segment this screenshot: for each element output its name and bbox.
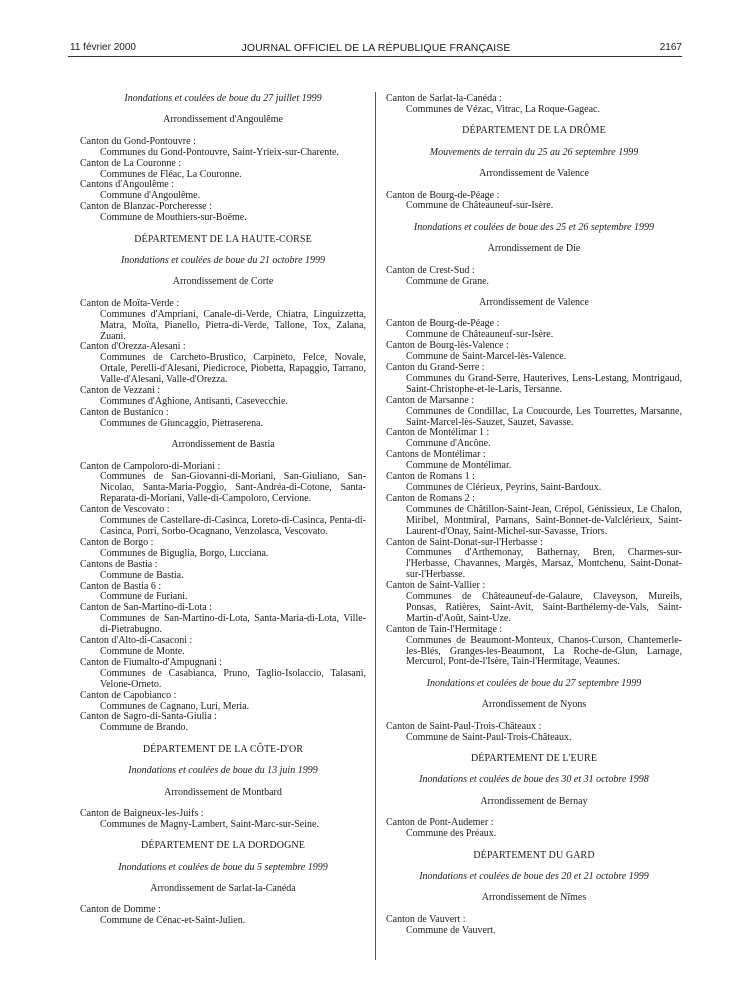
communes-list: Commune d'Ancône. [406,438,491,450]
canton-name: Canton de Montélimar 1 : [386,427,490,439]
communes-list: Commune d'Angoulême. [100,190,201,202]
communes-list: Communes de Condillac, La Coucourde, Les Tourrettes, Marsanne, Saint-Marcel-lès-Sauzet, Sauzet, Savasse. [406,405,682,428]
communes-list: Communes du Grand-Serre, Hauterives, Lens-Lestang, Montrigaud, Saint-Christophe-et-le-Laris, Tersanne. [406,372,682,395]
canton-name: Canton de Bourg-lès-Valence : [386,340,509,352]
canton-block [386,319,682,668]
left-column [80,94,366,938]
department-heading: DÉPARTEMENT DE LA DORDOGNE [141,840,305,852]
canton-name: Canton de Saint-Vallier : [386,580,486,592]
communes-list: Communes de Cagnano, Luri, Meria. [100,700,250,712]
canton-block [386,191,682,213]
event-heading: Inondations et coulées de boue du 13 juin 1999 [128,765,318,777]
canton-name: Canton de Marsanne : [386,394,475,406]
communes-list: Commune de Saint-Marcel-lès-Valence. [406,351,567,363]
communes-list: Communes d'Ampriani, Canale-di-Verde, Chiatra, Linguizzetta, Matra, Moïta, Pianello, Pietra-di-Verde, Tallone, Tox, Zalana, Zuani. [100,308,366,342]
canton-name: Canton de Capobianco : [80,689,177,701]
header-rule [68,56,682,57]
canton-name: Canton de Vescovato : [80,504,170,516]
event-heading: Inondations et coulées de boue des 20 et 21 octobre 1999 [419,870,649,882]
communes-list: Communes de San-Giovanni-di-Moriani, San-Giuliano, San-Nicolao, Santa-Maria-Poggio, Sant-Andréa-di-Cotone, Santa-Reparata-di-Moriani, Valle-di-Campoloro, Cervione. [100,471,366,505]
arrondissement-heading: Arrondissement de Valence [479,296,589,308]
communes-list: Communes de Châtillon-Saint-Jean, Crépol, Génissieux, Le Chalon, Miribel, Montmiral, Parnans, Saint-Bonnet-de-Valclérieux, Saint-Laurent-d'Onay, Saint-Michel-sur-Savasse, Triors. [406,503,682,537]
communes-list: Commune de Montélimar. [406,460,512,472]
arrondissement-heading: Arrondissement de Bastia [171,439,275,451]
journal-title: JOURNAL OFFICIEL DE LA RÉPUBLIQUE FRANÇAISE [241,42,511,54]
communes-list: Communes d'Arthemonay, Bathernay, Bren, Charmes-sur-l'Herbasse, Chavannes, Margès, Marsaz, Montchenu, Saint-Donat-sur-l'Herbasse. [406,547,682,581]
arrondissement-heading: Arrondissement de Nyons [481,699,587,711]
canton-name: Canton de San-Martino-di-Lota : [80,602,212,614]
canton-name: Canton de Sarlat-la-Canéda : [386,93,502,104]
communes-list: Commune de Châteauneuf-sur-Isère. [406,329,554,341]
communes-list: Communes de Beaumont-Monteux, Chanos-Curson, Chantemerle-les-Blés, Granges-les-Beaumont, La Roche-de-Glun, Larnage, Mercurol, Pont-de-l'Isère, Tain-l'Hermitage, Veaunes. [406,634,682,668]
communes-list: Commune de Cénac-et-Saint-Julien. [100,915,246,927]
communes-list: Communes du Gond-Pontouvre, Saint-Yrieix-sur-Charente. [100,146,339,158]
canton-name: Canton de Campoloro-di-Moriani : [80,460,221,472]
issue-date: 11 février 2000 [70,42,136,53]
communes-list: Communes de Fléac, La Couronne. [100,168,242,180]
communes-list: Communes d'Aghione, Antisanti, Casevecchie. [100,395,288,407]
canton-name: Canton de Moïta-Verde : [80,297,180,309]
canton-block [80,809,366,831]
communes-list: Communes de San-Martino-di-Lota, Santa-Maria-di-Lota, Ville-di-Pietrabugno. [100,613,366,636]
department-heading: DÉPARTEMENT DE LA CÔTE-D'OR [142,743,304,755]
communes-list: Commune de Mouthiers-sur-Boëme. [100,212,247,224]
canton-name: Canton de Vezzani : [80,385,161,397]
canton-block [386,722,682,744]
canton-name: Canton de La Couronne : [80,157,182,169]
canton-name: Canton de Saint-Donat-sur-l'Herbasse : [386,536,543,548]
event-heading: Inondations et coulées de boue des 30 et 31 octobre 1998 [419,774,649,786]
communes-list: Commune de Brando. [100,722,189,734]
canton-name: Canton de Sagro-di-Santa-Giulia : [80,711,217,723]
right-column [386,94,682,947]
canton-name: Canton d'Alto-di-Casaconi : [80,635,193,647]
event-heading: Inondations et coulées de boue des 25 et 26 septembre 1999 [413,221,655,233]
canton-block [80,905,366,927]
communes-list: Communes de Casabianca, Pruno, Taglio-Isolaccio, Talasani, Velone-Orneto. [100,667,366,690]
event-heading: Mouvements de terrain du 25 au 26 septembre 1999 [429,146,639,158]
communes-list: Communes de Carcheto-Brustico, Carpineto, Felce, Novale, Ortale, Perelli-d'Alesani, Piedicroce, Piobetta, Rapaggio, Tarrano, Valle-d'Alesani, Valle-d'Orezza. [100,352,366,386]
canton-name: Canton du Grand-Serre : [386,362,485,373]
canton-name: Canton de Baigneux-les-Juifs : [80,807,204,819]
communes-list: Commune de Châteauneuf-sur-Isère. [406,200,554,212]
canton-name: Canton de Bourg-de-Péage : [386,189,500,201]
communes-list: Commune de Bastia. [100,569,184,581]
communes-list: Commune de Furiani. [100,591,188,603]
canton-name: Canton de Blanzac-Porcheresse : [80,201,212,213]
canton-name: Cantons de Montélimar : [386,449,486,461]
canton-block [80,137,366,224]
department-heading: DÉPARTEMENT DE LA HAUTE-CORSE [134,233,312,245]
arrondissement-heading: Arrondissement de Montbard [164,786,282,798]
canton-block [80,462,366,735]
arrondissement-heading: Arrondissement de Valence [479,168,589,180]
canton-name: Canton de Bustanico : [80,406,169,418]
canton-name: Cantons de Bastia : [80,558,158,570]
canton-name: Canton de Romans 1 : [386,471,475,483]
communes-list: Commune de Saint-Paul-Trois-Châteaux. [406,731,572,743]
canton-name: Canton de Pont-Audemer : [386,817,494,829]
communes-list: Commune de Grane. [406,275,490,287]
canton-name: Canton de Crest-Sud : [386,264,475,276]
canton-name: Canton de Borgo : [80,536,154,548]
communes-list: Commune de Monte. [100,645,185,657]
communes-list: Communes de Châteauneuf-de-Galaure, Claveyson, Mureils, Ponsas, Ratières, Saint-Avit, Saint-Barthélemy-de-Vals, Saint-Martin-d'Août, Saint-Uze. [406,591,682,624]
arrondissement-heading: Arrondissement de Nîmes [481,892,587,904]
arrondissement-heading: Arrondissement de Die [487,243,581,255]
communes-list: Commune de Vauvert. [406,924,496,936]
communes-list: Commune des Préaux. [406,828,497,840]
event-heading: Inondations et coulées de boue du 27 septembre 1999 [426,677,642,689]
canton-name: Canton de Domme : [80,904,161,916]
canton-name: Canton de Fiumalto-d'Ampugnani : [80,656,223,668]
communes-list: Communes de Giuncaggio, Pietraserena. [100,417,264,429]
arrondissement-heading: Arrondissement de Corte [172,276,274,288]
canton-block [80,299,366,430]
canton-block [386,266,682,288]
communes-list: Communes de Castellare-di-Casinca, Loreto-di-Casinca, Penta-di-Casinca, Porri, Sorbo-Ocagnano, Venzolasca, Vescovato. [100,515,366,537]
canton-name: Canton de Romans 2 : [386,492,475,504]
canton-name: Canton de Bastia 6 : [80,580,162,592]
column-divider [375,92,376,960]
canton-name: Canton du Gond-Pontouvre : [80,135,196,147]
canton-name: Canton de Vauvert : [386,913,466,925]
arrondissement-heading: Arrondissement de Sarlat-la-Canéda [150,883,296,895]
canton-block [386,94,682,116]
canton-name: Cantons d'Angoulême : [80,179,175,191]
canton-name: Canton de Bourg-de-Péage : [386,318,500,330]
communes-list: Communes de Biguglia, Borgo, Lucciana. [100,547,269,559]
department-heading: DÉPARTEMENT DE LA DRÔME [462,125,606,137]
communes-list: Communes de Vézac, Vitrac, La Roque-Gageac. [406,103,600,115]
arrondissement-heading: Arrondissement de Bernay [480,795,588,807]
communes-list: Communes de Clérieux, Peyrins, Saint-Bardoux. [406,481,602,493]
department-heading: DÉPARTEMENT DE L'EURE [470,753,598,764]
department-heading: DÉPARTEMENT DU GARD [473,849,595,861]
event-heading: Inondations et coulées de boue du 5 septembre 1999 [118,861,328,873]
communes-list: Communes de Magny-Lambert, Saint-Marc-sur-Seine. [100,818,319,830]
canton-name: Canton d'Orezza-Alesani : [80,341,186,353]
canton-block [386,915,682,937]
event-heading: Inondations et coulées de boue du 21 octobre 1999 [120,254,326,266]
event-heading: Inondations et coulées de boue du 27 juillet 1999 [124,93,322,104]
canton-name: Canton de Saint-Paul-Trois-Châteaux : [386,720,542,732]
canton-block [386,818,682,840]
canton-name: Canton de Tain-l'Hermitage : [386,623,503,635]
page-number: 2167 [659,42,682,53]
arrondissement-heading: Arrondissement d'Angoulême [163,114,283,126]
